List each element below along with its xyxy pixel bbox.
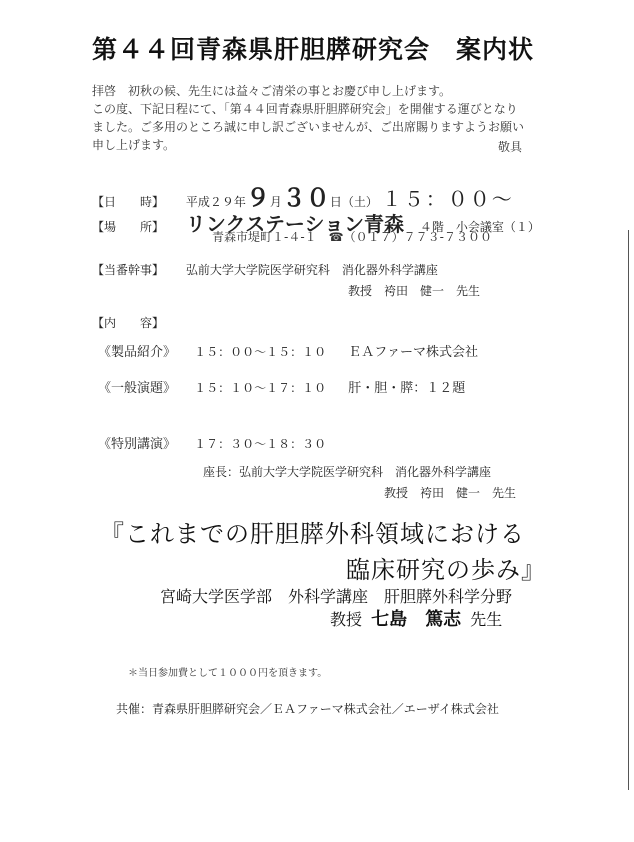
speaker-suffix: 先生	[470, 610, 503, 629]
date-label: 【日 時】	[92, 195, 165, 209]
chair-label: 【当番幹事】	[92, 263, 165, 277]
session-title: 《一般演題》	[98, 381, 177, 396]
speaker-name-row	[330, 605, 502, 631]
session-product-intro	[98, 341, 478, 360]
speaker-prefix: 教授	[330, 610, 363, 629]
session-desc: 肝・胆・膵：１２題	[348, 381, 466, 396]
session-general	[98, 377, 465, 396]
session-special	[98, 433, 344, 452]
venue-label: 【場 所】	[92, 220, 165, 234]
chair-row	[92, 261, 438, 278]
speaker-name: 七島 篤志	[371, 609, 462, 630]
greeting-line-4: 申し上げます。	[92, 138, 176, 152]
chair-name: 教授 袴田 健一 先生	[348, 284, 481, 298]
greeting-line-3: ました。ご多用のところ誠に申し訳ございませんが、ご出席賜りますようお願い	[92, 120, 525, 134]
scan-edge-line	[628, 230, 629, 790]
greeting-line-1: 拝啓 初秋の候、先生には益々ご清栄の事とお慶び申し上げます。	[92, 84, 452, 98]
session-time: １５：００～１５：１０	[194, 345, 327, 359]
fee-note: ＊当日参加費として１０００円を頂きます。	[128, 668, 328, 679]
venue-name: リンクステーション青森	[185, 212, 405, 236]
chair-affiliation: 弘前大学大学院医学研究科 消化器外科学講座	[185, 263, 438, 277]
venue-room: ４階 小会議室（１）	[419, 220, 540, 234]
date-era: 平成２９年	[185, 195, 246, 209]
date-day: ３０	[281, 184, 330, 212]
lecture-title-line-2: 臨床研究の歩み』	[346, 556, 546, 584]
content-label: 【内 容】	[92, 316, 165, 330]
date-month-unit: 月	[269, 195, 282, 209]
greeting-line-2: この度、下記日程にて、「第４４回青森県肝胆膵研究会」を開催する運びとなり	[92, 102, 518, 116]
lecture-title-line-1: 『これまでの肝胆膵外科領域における	[100, 520, 525, 548]
page-title: 第４４回青森県肝胆膵研究会 案内状	[92, 35, 535, 64]
session-desc: ＥＡファーマ株式会社	[348, 345, 479, 360]
date-month: ９	[245, 184, 270, 212]
session-time: １７：３０～１８：３０	[194, 437, 327, 451]
date-day-unit: 日	[329, 195, 342, 209]
session-title: 《製品紹介》	[98, 345, 177, 360]
session-time: １５：１０～１７：１０	[194, 381, 327, 395]
special-chair-affiliation: 座長：弘前大学大学院医学研究科 消化器外科学講座	[203, 465, 492, 479]
venue-address: 青森市堤町１-４-１ ☎（０１７）７７３-７３００	[212, 230, 492, 244]
sponsor-line: 共催：青森県肝胆膵研究会／ＥＡファーマ株式会社／エーザイ株式会社	[116, 702, 499, 716]
session-title: 《特別講演》	[98, 437, 177, 452]
special-chair-name: 教授 袴田 健一 先生	[384, 486, 517, 500]
date-time: １５：００～	[381, 187, 514, 211]
date-weekday: （土）	[341, 195, 378, 209]
greeting-closing: 敬具	[498, 140, 523, 154]
speaker-affiliation: 宮崎大学医学部 外科学講座 肝胆膵外科学分野	[160, 587, 513, 606]
